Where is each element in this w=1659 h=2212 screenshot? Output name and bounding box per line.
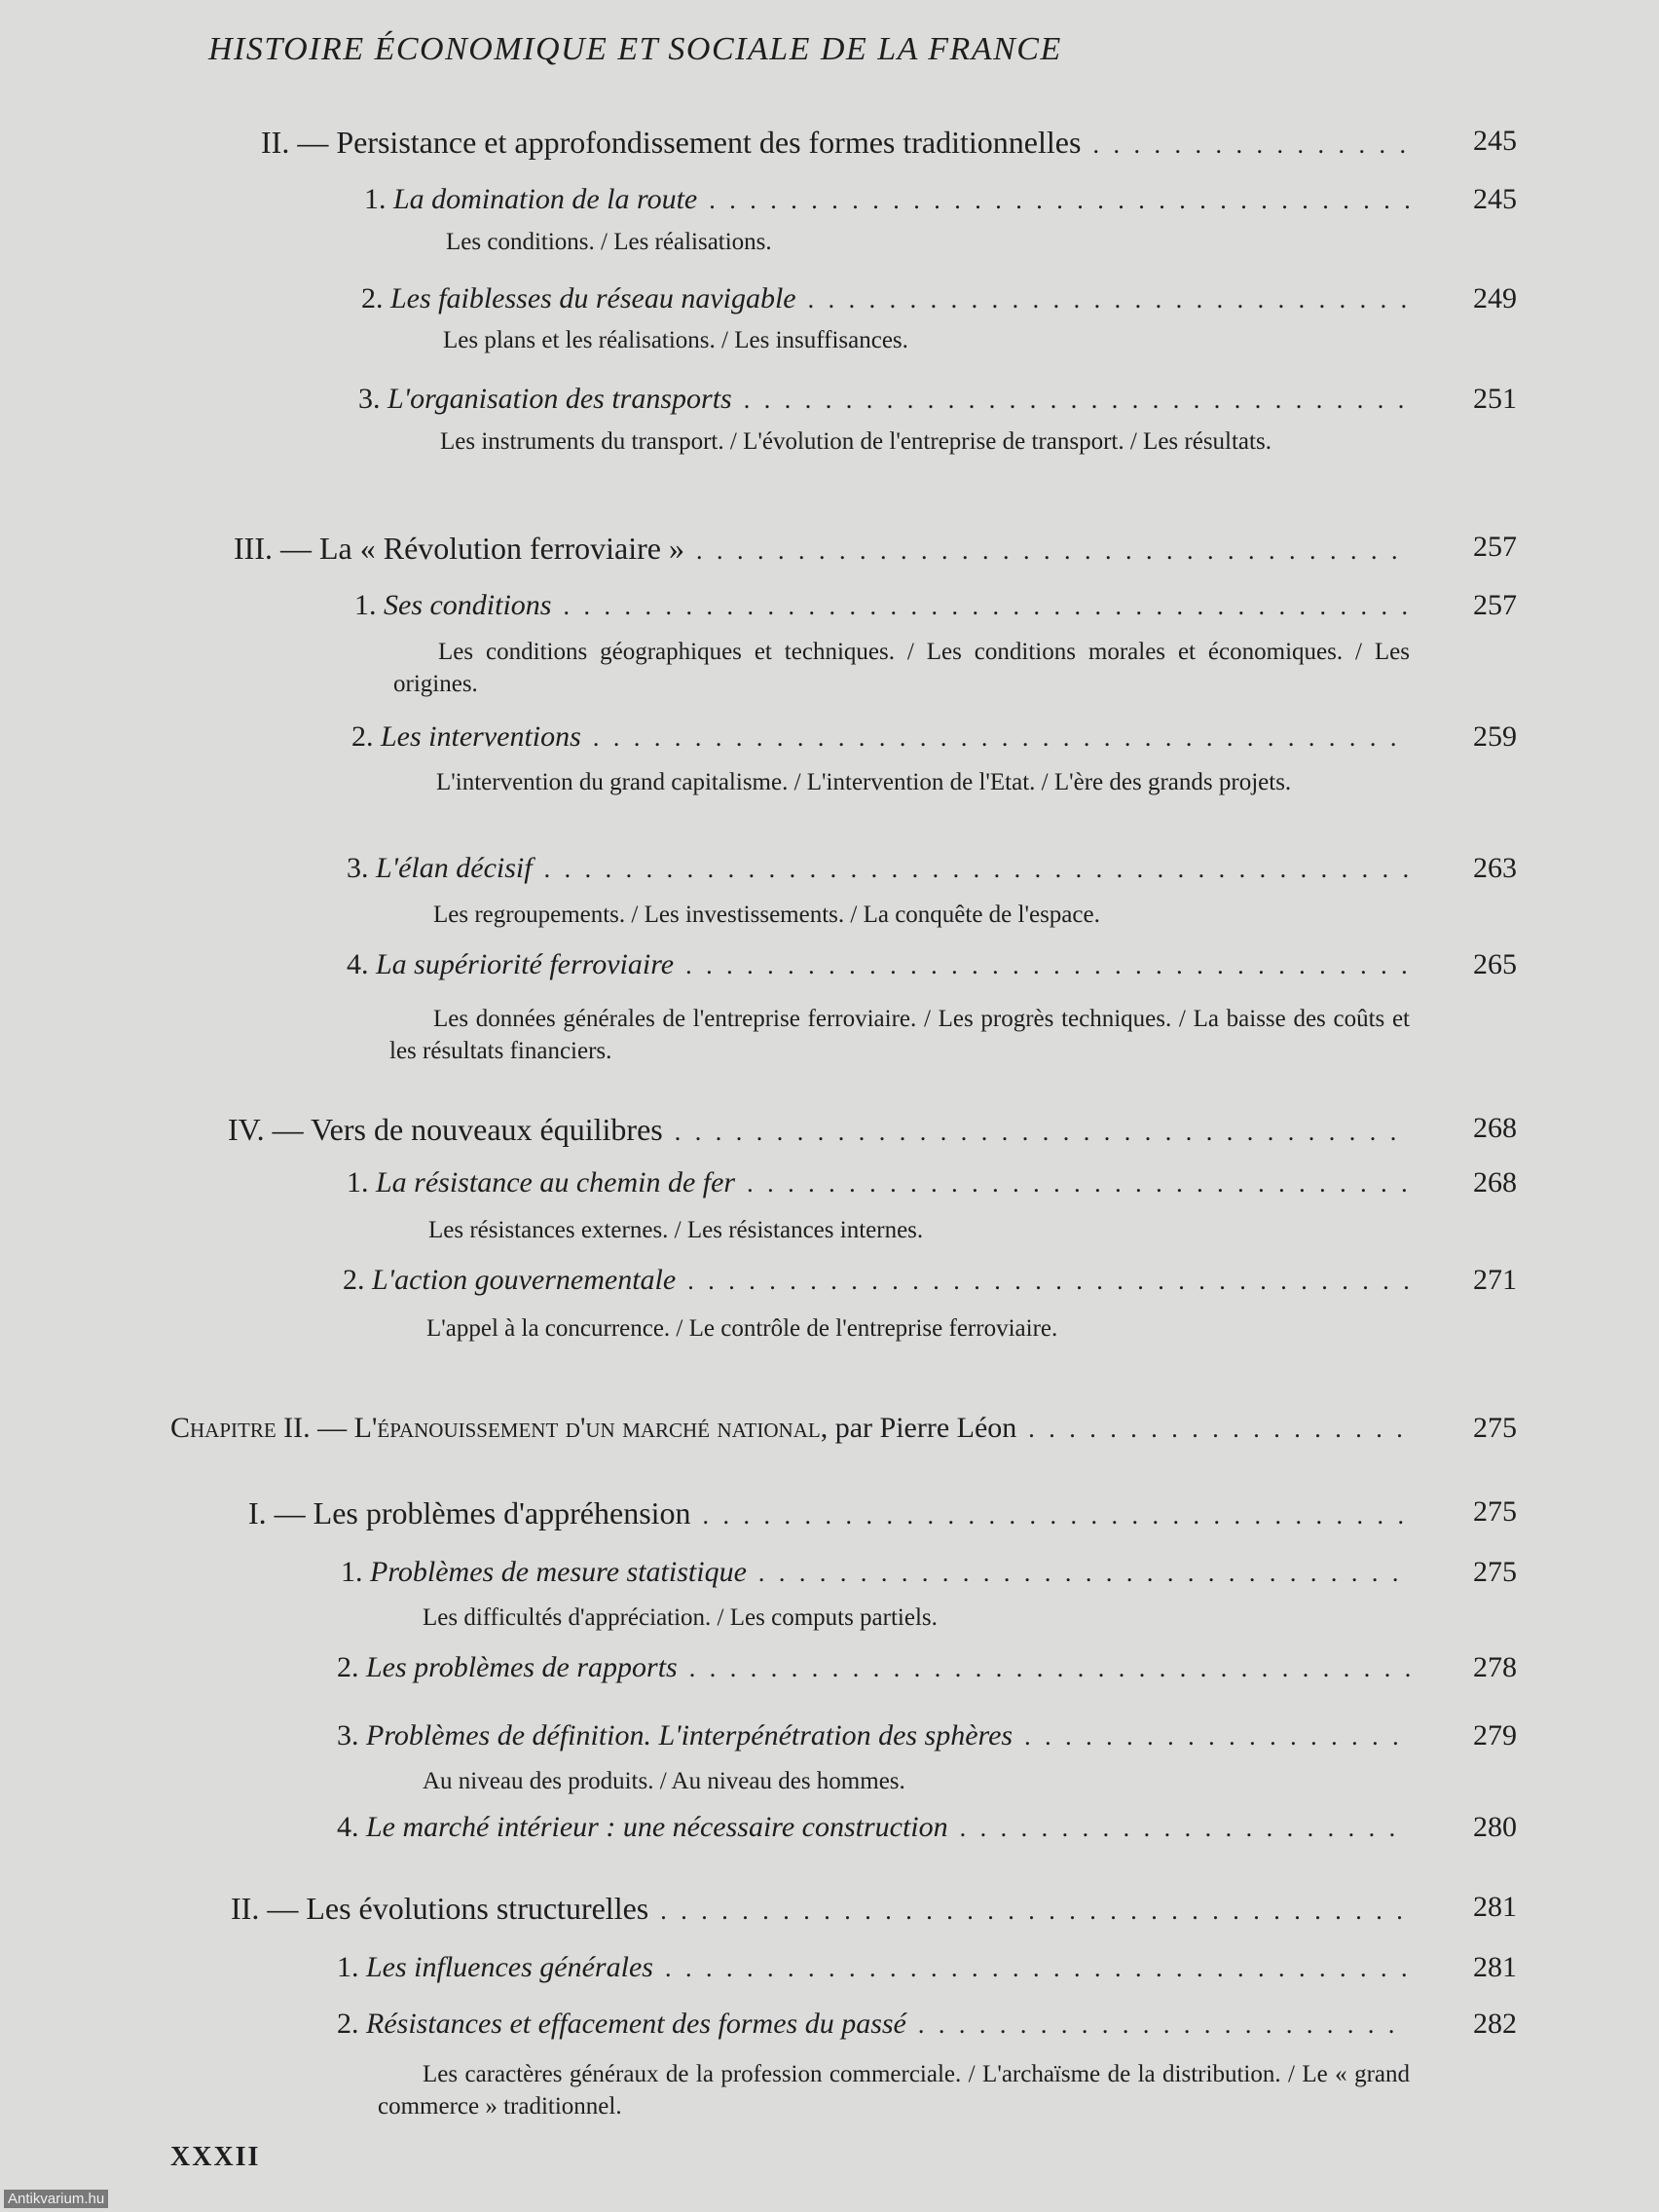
toc-subsection-heading: 2. Les problèmes de rapports (337, 1651, 678, 1683)
toc-subsection-row[interactable] (361, 282, 1517, 315)
leader-dots (758, 1559, 1410, 1588)
toc-page-number: 245 (1473, 125, 1517, 157)
toc-description: Au niveau des produits. / Au niveau des hommes. (423, 1768, 905, 1794)
toc-section-heading: IV. — Vers de nouveaux équilibres (228, 1112, 663, 1147)
toc-subsection-heading: 1. Les influences générales (337, 1951, 653, 1983)
leader-dots (685, 951, 1410, 980)
toc-subsection-row[interactable] (347, 852, 1517, 885)
toc-description: Les conditions géographiques et techniques. / Les conditions morales et économiques. / Les origines. (393, 639, 1410, 697)
toc-description: Les conditions. / Les réalisations. (446, 229, 772, 255)
toc-description: Les résistances externes. / Les résistances internes. (428, 1217, 924, 1243)
toc-page-number: 275 (1473, 1495, 1517, 1528)
toc-page-number: 249 (1473, 282, 1517, 314)
toc-page-number: 278 (1473, 1651, 1517, 1683)
leader-dots (960, 1814, 1410, 1843)
leader-dots (808, 285, 1410, 314)
toc-page-number: 275 (1473, 1556, 1517, 1588)
toc-page-number: 268 (1473, 1166, 1517, 1198)
toc-description: L'appel à la concurrence. / Le contrôle de l'entreprise ferroviaire. (426, 1315, 1058, 1342)
leader-dots (593, 723, 1410, 753)
toc-chapter-heading: Chapitre II. — L'épanouissement d'un marché national, par Pierre Léon (170, 1412, 1017, 1444)
toc-page-number: 259 (1473, 720, 1517, 753)
toc-subsection-row[interactable] (337, 1719, 1517, 1752)
leader-dots (544, 855, 1410, 884)
toc-subsection-heading: 2. Résistances et effacement des formes du passé (337, 2008, 906, 2040)
leader-dots (660, 1897, 1410, 1926)
leader-dots (744, 386, 1410, 415)
leader-dots (696, 536, 1410, 566)
toc-subsection-row[interactable] (351, 720, 1517, 754)
leader-dots (675, 1118, 1410, 1147)
leader-dots (564, 592, 1411, 621)
toc-page-number: 251 (1473, 383, 1517, 415)
toc-description: Les données générales de l'entreprise ferroviaire. / Les progrès techniques. / La baisse des coûts et les résultats financiers. (389, 1006, 1410, 1064)
leader-dots (747, 1169, 1410, 1198)
toc-section-heading: III. — La « Révolution ferroviaire » (234, 531, 684, 566)
toc-subsection-row[interactable] (337, 1811, 1517, 1844)
leader-dots (1024, 1722, 1410, 1751)
page-folio: XXXII (170, 2142, 261, 2172)
leader-dots (703, 1501, 1410, 1530)
toc-subsection-heading: 2. L'action gouvernementale (343, 1264, 677, 1296)
toc-page-number: 265 (1473, 948, 1517, 980)
toc-page-number: 268 (1473, 1112, 1517, 1144)
toc-section-row[interactable] (228, 1112, 1517, 1148)
toc-section-row[interactable] (248, 1495, 1517, 1531)
toc-description: Les regroupements. / Les investissements. / La conquête de l'espace. (433, 902, 1100, 928)
toc-section-row[interactable] (231, 1891, 1517, 1927)
toc-page-number: 279 (1473, 1719, 1517, 1751)
toc-subsection-heading: 3. L'organisation des transports (358, 383, 732, 415)
leader-dots (665, 1954, 1410, 1983)
toc-subsection-row[interactable] (337, 1951, 1517, 1984)
toc-description: Les instruments du transport. / L'évolution de l'entreprise de transport. / Les résultats. (440, 428, 1272, 455)
leader-dots (1092, 130, 1410, 160)
toc-section-heading: I. — Les problèmes d'appréhension (248, 1495, 691, 1530)
toc-subsection-row[interactable] (347, 948, 1517, 981)
toc-page-number: 282 (1473, 2008, 1517, 2040)
toc-subsection-heading: 3. L'élan décisif (347, 852, 533, 884)
watermark-label: Antikvarium.hu (4, 2190, 108, 2208)
toc-subsection-row[interactable] (343, 1264, 1517, 1297)
toc-subsection-row[interactable] (354, 589, 1517, 622)
toc-subsection-row[interactable] (347, 1166, 1517, 1199)
toc-description: Les difficultés d'appréciation. / Les computs partiels. (423, 1604, 938, 1631)
toc-description: Les plans et les réalisations. / Les insuffisances. (443, 327, 908, 353)
toc-description: L'intervention du grand capitalisme. / L'intervention de l'Etat. / L'ère des grands projets. (436, 769, 1292, 795)
toc-page-number: 275 (1473, 1412, 1517, 1444)
toc-page-number: 263 (1473, 852, 1517, 884)
toc-section-row[interactable] (261, 125, 1517, 161)
leader-dots (687, 1267, 1410, 1296)
leader-dots (709, 186, 1410, 215)
toc-chapter-row[interactable] (170, 1412, 1517, 1445)
toc-page-number: 280 (1473, 1811, 1517, 1843)
toc-section-row[interactable] (234, 531, 1517, 567)
toc-subsection-heading: 1. Ses conditions (354, 589, 552, 621)
toc-page-number: 245 (1473, 183, 1517, 215)
toc-subsection-heading: 2. Les faiblesses du réseau navigable (361, 282, 796, 314)
running-head: HISTOIRE ÉCONOMIQUE ET SOCIALE DE LA FRANCE (208, 31, 1062, 67)
toc-description: Les caractères généraux de la profession commerciale. / L'archaïsme de la distribution. / Le « grand commerce » traditionnel. (378, 2061, 1410, 2120)
toc-page-number: 271 (1473, 1264, 1517, 1296)
toc-section-heading: II. — Persistance et approfondissement des formes traditionnelles (261, 125, 1082, 160)
toc-page-number: 257 (1473, 531, 1517, 563)
toc-subsection-row[interactable] (337, 2008, 1517, 2041)
toc-page-number: 281 (1473, 1891, 1517, 1923)
toc-section-heading: II. — Les évolutions structurelles (231, 1891, 649, 1926)
toc-subsection-row[interactable] (364, 183, 1517, 216)
toc-page-number: 281 (1473, 1951, 1517, 1983)
leader-dots (918, 2010, 1410, 2040)
toc-subsection-heading: 1. La domination de la route (364, 183, 698, 215)
toc-subsection-heading: 4. La supériorité ferroviaire (347, 948, 675, 980)
leader-dots (1028, 1415, 1410, 1444)
toc-subsection-row[interactable] (358, 383, 1517, 416)
toc-subsection-heading: 1. Problèmes de mesure statistique (341, 1556, 747, 1588)
toc-subsection-heading: 1. La résistance au chemin de fer (347, 1166, 736, 1198)
toc-subsection-heading: 4. Le marché intérieur : une nécessaire construction (337, 1811, 948, 1843)
toc-subsection-heading: 3. Problèmes de définition. L'interpénétration des sphères (337, 1719, 1014, 1751)
toc-subsection-heading: 2. Les interventions (351, 720, 581, 753)
toc-subsection-row[interactable] (337, 1651, 1517, 1684)
toc-subsection-row[interactable] (341, 1556, 1517, 1589)
toc-page-number: 257 (1473, 589, 1517, 621)
leader-dots (689, 1654, 1410, 1683)
